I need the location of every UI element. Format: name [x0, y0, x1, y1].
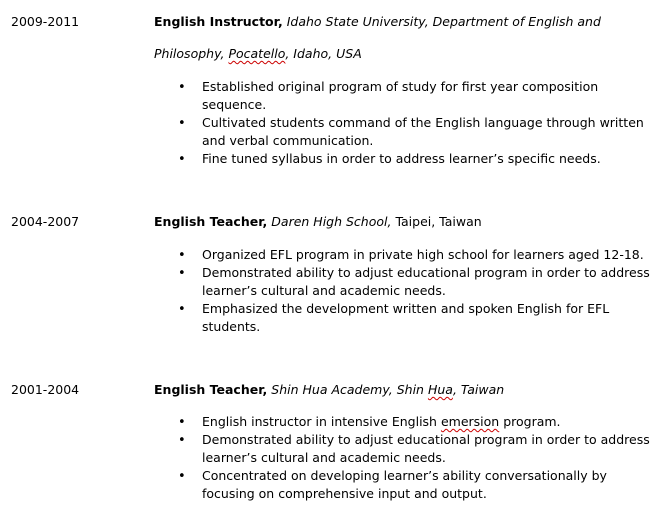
bullet-icon: •	[178, 248, 186, 263]
entry-3-date: 2001-2004	[11, 382, 80, 397]
entry-2-date: 2004-2007	[11, 214, 80, 229]
entry-1-bullet-1-line-2: sequence.	[202, 97, 267, 112]
entry-3-bullet-3-line-1: Concentrated on developing learner’s ability conversationally by	[202, 468, 607, 483]
entry-2-bullet-1-line-1: Organized EFL program in private high school for learners aged 12-18.	[202, 247, 644, 262]
entry-1-bullet-3-line-1: Fine tuned syllabus in order to address learner’s specific needs.	[202, 151, 601, 166]
entry-1-org-line2-post: , Idaho, USA	[285, 46, 362, 61]
entry-3-bullet-3-line-2: focusing on comprehensive input and output.	[202, 486, 487, 501]
entry-2-heading	[154, 214, 482, 229]
entry-2-title: English Teacher,	[154, 214, 268, 229]
entry-3-org-a: Shin Hua Academy, Shin	[271, 382, 428, 397]
bullet-icon: •	[178, 302, 186, 317]
entry-1-org-line2-pre: Philosophy,	[154, 46, 229, 61]
bullet-icon: •	[178, 80, 186, 95]
entry-2-location: Taipei, Taiwan	[391, 214, 482, 229]
entry-3-bullet-1-misspelled: emersion	[440, 414, 500, 429]
entry-1-bullet-2-line-1: Cultivated students command of the English language through written	[202, 115, 644, 130]
entry-1-org-line1: Idaho State University, Department of English and	[286, 14, 601, 29]
entry-3-org	[271, 382, 504, 397]
entry-3-bullet-1-pre: English instructor in intensive English	[202, 414, 441, 429]
entry-2-bullet-2-line-2: learner’s cultural and academic needs.	[202, 283, 446, 298]
entry-1-org-line2	[154, 46, 362, 61]
entry-1-org-city: Pocatello	[228, 46, 286, 61]
entry-3-bullet-2-line-1: Demonstrated ability to adjust educational program in order to address	[202, 432, 650, 447]
bullet-icon: •	[178, 433, 186, 448]
bullet-icon: •	[178, 469, 186, 484]
entry-3-bullet-1-post: program.	[499, 414, 561, 429]
entry-3-bullet-2-line-2: learner’s cultural and academic needs.	[202, 450, 446, 465]
entry-1-date: 2009-2011	[11, 14, 80, 29]
bullet-icon: •	[178, 116, 186, 131]
bullet-icon: •	[178, 152, 186, 167]
bullet-icon: •	[178, 266, 186, 281]
bullet-icon: •	[178, 415, 186, 430]
entry-2-bullet-3-line-2: students.	[202, 319, 261, 334]
entry-1-title: English Instructor,	[154, 14, 283, 29]
entry-3-heading	[154, 382, 504, 397]
entry-2-bullet-3-line-1: Emphasized the development written and spoken English for EFL	[202, 301, 610, 316]
entry-1-bullet-2-line-2: and verbal communication.	[202, 133, 374, 148]
entry-1-heading	[154, 14, 601, 29]
entry-3-title: English Teacher,	[154, 382, 268, 397]
entry-3-bullet-1-line-1	[202, 414, 561, 429]
entry-2-bullet-2-line-1: Demonstrated ability to adjust educational program in order to address	[202, 265, 650, 280]
entry-2-org: Daren High School,	[271, 214, 392, 229]
entry-3-org-city: Hua	[427, 382, 453, 397]
entry-1-bullet-1-line-1: Established original program of study for first year composition	[202, 79, 599, 94]
entry-3-org-b: , Taiwan	[452, 382, 505, 397]
